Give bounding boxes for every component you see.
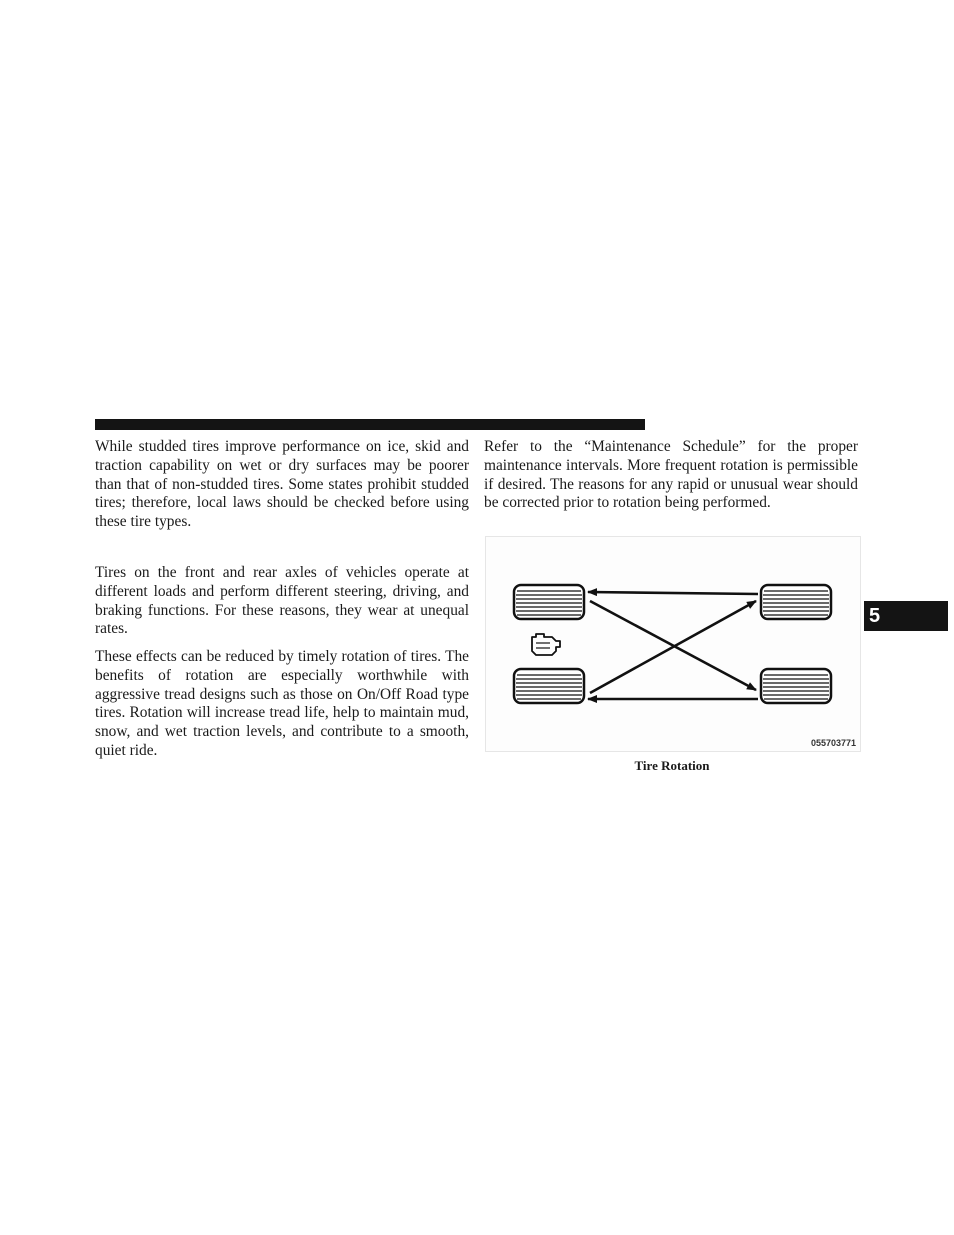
column-right-block-1: [484, 438, 858, 513]
tire-rotation-diagram: [486, 537, 860, 751]
engine-icon: [532, 634, 560, 655]
figure-code: 055703771: [810, 738, 856, 748]
tire-icon: [761, 669, 831, 703]
tire-icon: [514, 585, 584, 619]
paragraph-studded-tires: While studded tires improve performance on ice, skid and traction capability on wet or dry surfaces may be poorer than that of non-studded tires. Some states prohibit studded tires; therefore, local laws should be checked before using these tire types.: [95, 438, 469, 531]
tire-icon: [514, 669, 584, 703]
column-left-block-2: [95, 564, 469, 639]
column-left-block-3: [95, 648, 469, 761]
tire-rotation-figure: [485, 536, 861, 752]
arrow-icon: [588, 592, 758, 594]
column-left-block-1: [95, 438, 469, 532]
paragraph-rotation-benefits: These effects can be reduced by timely rotation of tires. The benefits of rotation are especially worthwhile with aggressive tread designs such as those on On/Off Road type tires. Rotation will increase tread life, help to maintain mud, snow, and wet traction levels, and contribute to a smooth, quiet ride.: [95, 648, 469, 759]
chapter-tab: 5: [864, 601, 948, 631]
figure-caption: Tire Rotation: [634, 758, 710, 773]
paragraph-maintenance-schedule: Refer to the “Maintenance Schedule” for the proper maintenance intervals. More frequent rotation is permissible if desired. The reasons for any rapid or unusual wear should be corrected prior to rotation being performed.: [484, 438, 858, 512]
paragraph-axle-wear: Tires on the front and rear axles of vehicles operate at different loads and perform different steering, driving, and braking functions. For these reasons, they wear at unequal rates.: [95, 564, 469, 638]
section-rule: [95, 419, 645, 430]
tire-icon: [761, 585, 831, 619]
